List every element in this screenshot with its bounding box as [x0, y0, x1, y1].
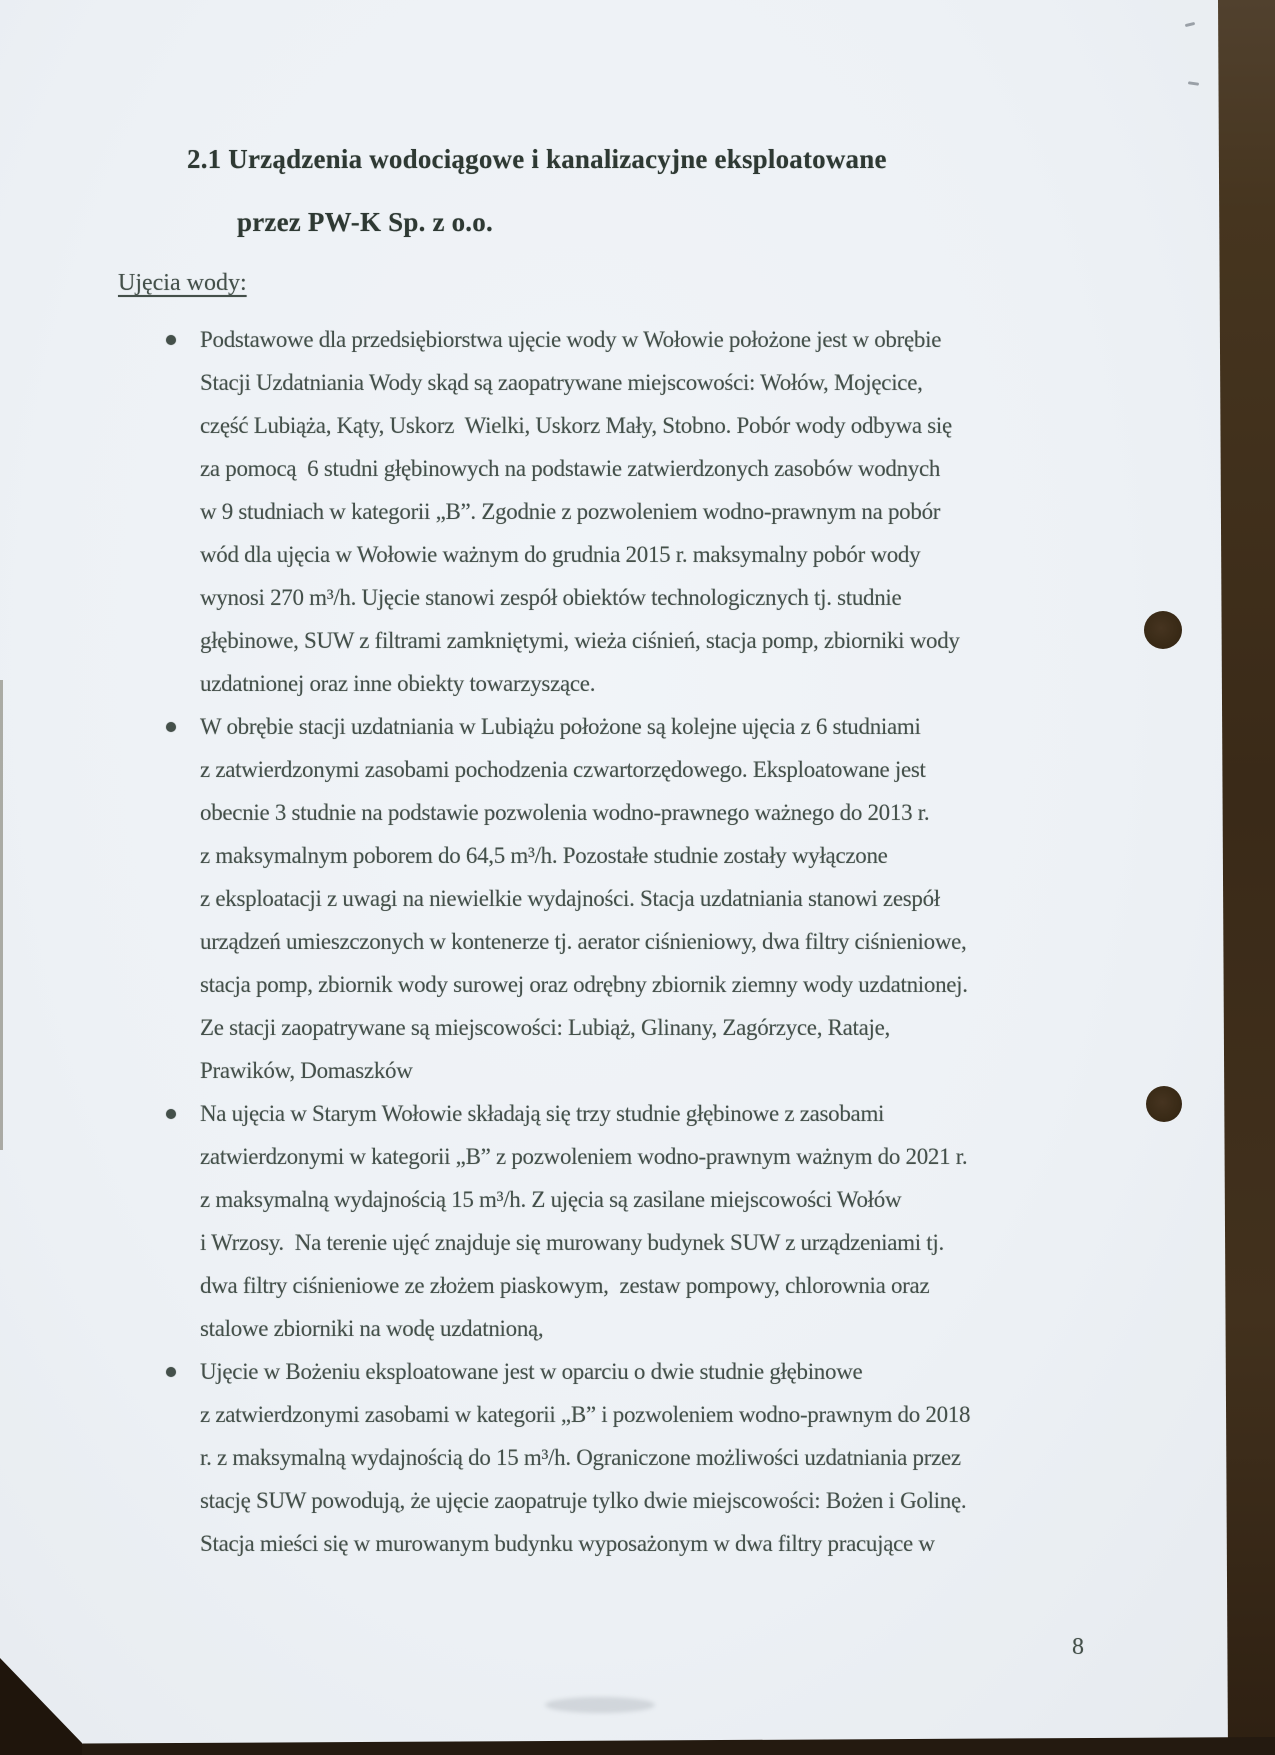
scan-bottom-edge — [0, 1737, 1275, 1755]
text-line: z eksploatacji z uwagi na niewielkie wydajności. Stacja uzdatniania stanowi zespół — [200, 886, 940, 911]
text-line: część Lubiąża, Kąty, Uskorz Wielki, Uskorz Mały, Stobno. Pobór wody odbywa się — [200, 413, 952, 438]
text-line: Prawików, Domaszków — [200, 1058, 413, 1083]
text-line: stacja pomp, zbiornik wody surowej oraz odrębny zbiornik ziemny wody uzdatnionej. — [200, 972, 968, 997]
scan-left-edge-line — [0, 680, 3, 1150]
scan-corner-shadow — [0, 1650, 82, 1755]
text-line: W obrębie stacji uzdatniania w Lubiążu położone są kolejne ujęcia z 6 studniami — [200, 714, 921, 739]
text-line: dwa filtry ciśnieniowe ze złożem piaskowym, zestaw pompowy, chlorownia oraz — [200, 1273, 930, 1298]
bullet-marker-icon — [166, 1109, 176, 1119]
text-line: uzdatnionej oraz inne obiekty towarzyszące. — [200, 671, 596, 696]
text-line: stację SUW powodują, że ujęcie zaopatruje tylko dwie miejscowości: Bożen i Golinę. — [200, 1488, 967, 1513]
text-line: Na ujęcia w Starym Wołowie składają się trzy studnie głębinowe z zasobami — [200, 1101, 885, 1126]
scan-binding-strip — [1210, 0, 1275, 1755]
text-line: z zatwierdzonymi zasobami w kategorii „B” i pozwoleniem wodno-prawnym do 2018 — [200, 1402, 971, 1427]
hole-punch-mark-bottom — [1146, 1086, 1182, 1122]
bullet-paragraph — [120, 318, 1120, 705]
text-line: Stacja mieści się w murowanym budynku wyposażonym w dwa filtry pracujące w — [200, 1531, 935, 1556]
section-heading-line-2: przez PW-K Sp. z o.o. — [237, 207, 493, 237]
text-line: Ze stacji zaopatrywane są miejscowości: Lubiąż, Glinany, Zagórzyce, Rataje, — [200, 1015, 890, 1040]
text-line: głębinowe, SUW z filtrami zamkniętymi, wieża ciśnień, stacja pomp, zbiorniki wody — [200, 628, 960, 653]
text-line: z zatwierdzonymi zasobami pochodzenia czwartorzędowego. Eksploatowane jest — [200, 757, 926, 782]
text-line: obecnie 3 studnie na podstawie pozwolenia wodno-prawnego ważnego do 2013 r. — [200, 800, 930, 825]
text-line: wynosi 270 m³/h. Ujęcie stanowi zespół obiektów technologicznych tj. studnie — [200, 585, 902, 610]
bullet-item — [120, 705, 1120, 1092]
text-line: z maksymalną wydajnością 15 m³/h. Z ujęcia są zasilane miejscowości Wołów — [200, 1187, 902, 1212]
scan-smudge — [545, 1697, 655, 1713]
text-line: za pomocą 6 studni głębinowych na podstawie zatwierdzonych zasobów wodnych — [200, 456, 941, 481]
text-line: i Wrzosy. Na terenie ujęć znajduje się murowany budynek SUW z urządzeniami tj. — [200, 1230, 944, 1255]
text-line: w 9 studniach w kategorii „B”. Zgodnie z pozwoleniem wodno-prawnym na pobór — [200, 499, 941, 524]
bullet-item — [120, 318, 1120, 705]
bullet-marker-icon — [166, 722, 176, 732]
scan-speck — [1188, 81, 1199, 86]
text-line: Ujęcie w Bożeniu eksploatowane jest w oparciu o dwie studnie głębinowe — [200, 1359, 863, 1384]
text-line: r. z maksymalną wydajnością do 15 m³/h. Ograniczone możliwości uzdatniania przez — [200, 1445, 961, 1470]
text-line: wód dla ujęcia w Wołowie ważnym do grudnia 2015 r. maksymalny pobór wody — [200, 542, 921, 567]
text-line: urządzeń umieszczonych w kontenerze tj. aerator ciśnieniowy, dwa filtry ciśnieniowe, — [200, 929, 967, 954]
text-line: zatwierdzonymi w kategorii „B” z pozwoleniem wodno-prawnym ważnym do 2021 r. — [200, 1144, 968, 1169]
text-line: Stacji Uzdatniania Wody skąd są zaopatrywane miejscowości: Wołów, Mojęcice, — [200, 370, 923, 395]
page-number: 8 — [1072, 1634, 1084, 1660]
bullet-item — [120, 1092, 1120, 1350]
text-line: z maksymalnym poborem do 64,5 m³/h. Pozostałe studnie zostały wyłączone — [200, 843, 888, 868]
hole-punch-mark-top — [1144, 611, 1182, 649]
text-line: Podstawowe dla przedsiębiorstwa ujęcie wody w Wołowie położone jest w obrębie — [200, 327, 942, 352]
scan-speck — [1185, 22, 1195, 27]
bullet-list — [120, 318, 1120, 1565]
bullet-paragraph — [120, 1092, 1120, 1350]
bullet-paragraph — [120, 1350, 1120, 1565]
bullet-marker-icon — [166, 335, 176, 345]
section-label: Ujęcia wody: — [118, 270, 247, 296]
section-heading-line-1: 2.1 Urządzenia wodociągowe i kanalizacyjne eksploatowane — [187, 144, 887, 174]
bullet-marker-icon — [166, 1367, 176, 1377]
text-line: stalowe zbiorniki na wodę uzdatnioną, — [200, 1316, 544, 1341]
bullet-paragraph — [120, 705, 1120, 1092]
bullet-item — [120, 1350, 1120, 1565]
